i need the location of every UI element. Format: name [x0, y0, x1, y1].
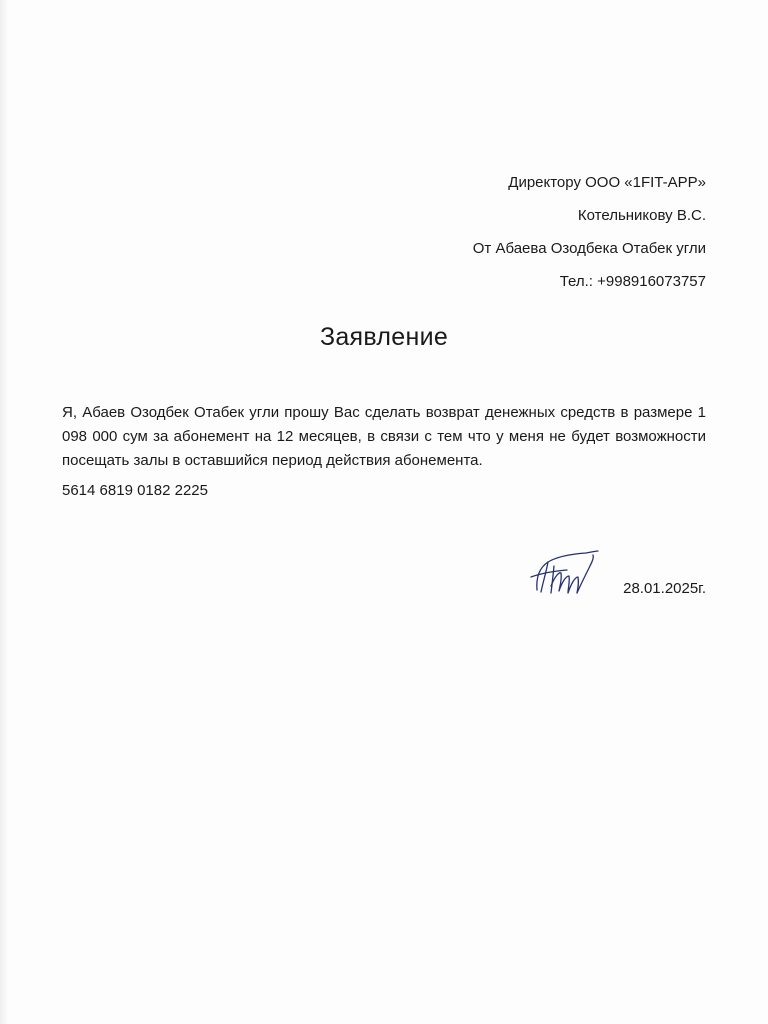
application-body: Я, Абаев Озодбек Отабек угли прошу Вас сделать возврат денежных средств в размере 1 098 000 сум за абонемент на 12 месяцев, в связи с тем что у меня не будет возможности посещать залы в оставшийся период действия абонемента. — [62, 404, 706, 469]
scan-shadow — [0, 0, 8, 1024]
handwritten-signature — [528, 546, 604, 598]
sender-name: От Абаева Озодбека Отабек угли — [472, 240, 706, 257]
addressee-name: Котельникову В.С. — [577, 207, 706, 224]
addressee-block — [473, 166, 706, 298]
document-date: 28.01.2025г. — [623, 580, 706, 597]
card-number: 5614 6819 0182 2225 — [62, 482, 208, 499]
sender-phone: Тел.: +998916073757 — [559, 273, 706, 290]
document-title: Заявление — [319, 323, 449, 351]
addressee-director: Директору ООО «1FIT-APP» — [508, 174, 706, 191]
